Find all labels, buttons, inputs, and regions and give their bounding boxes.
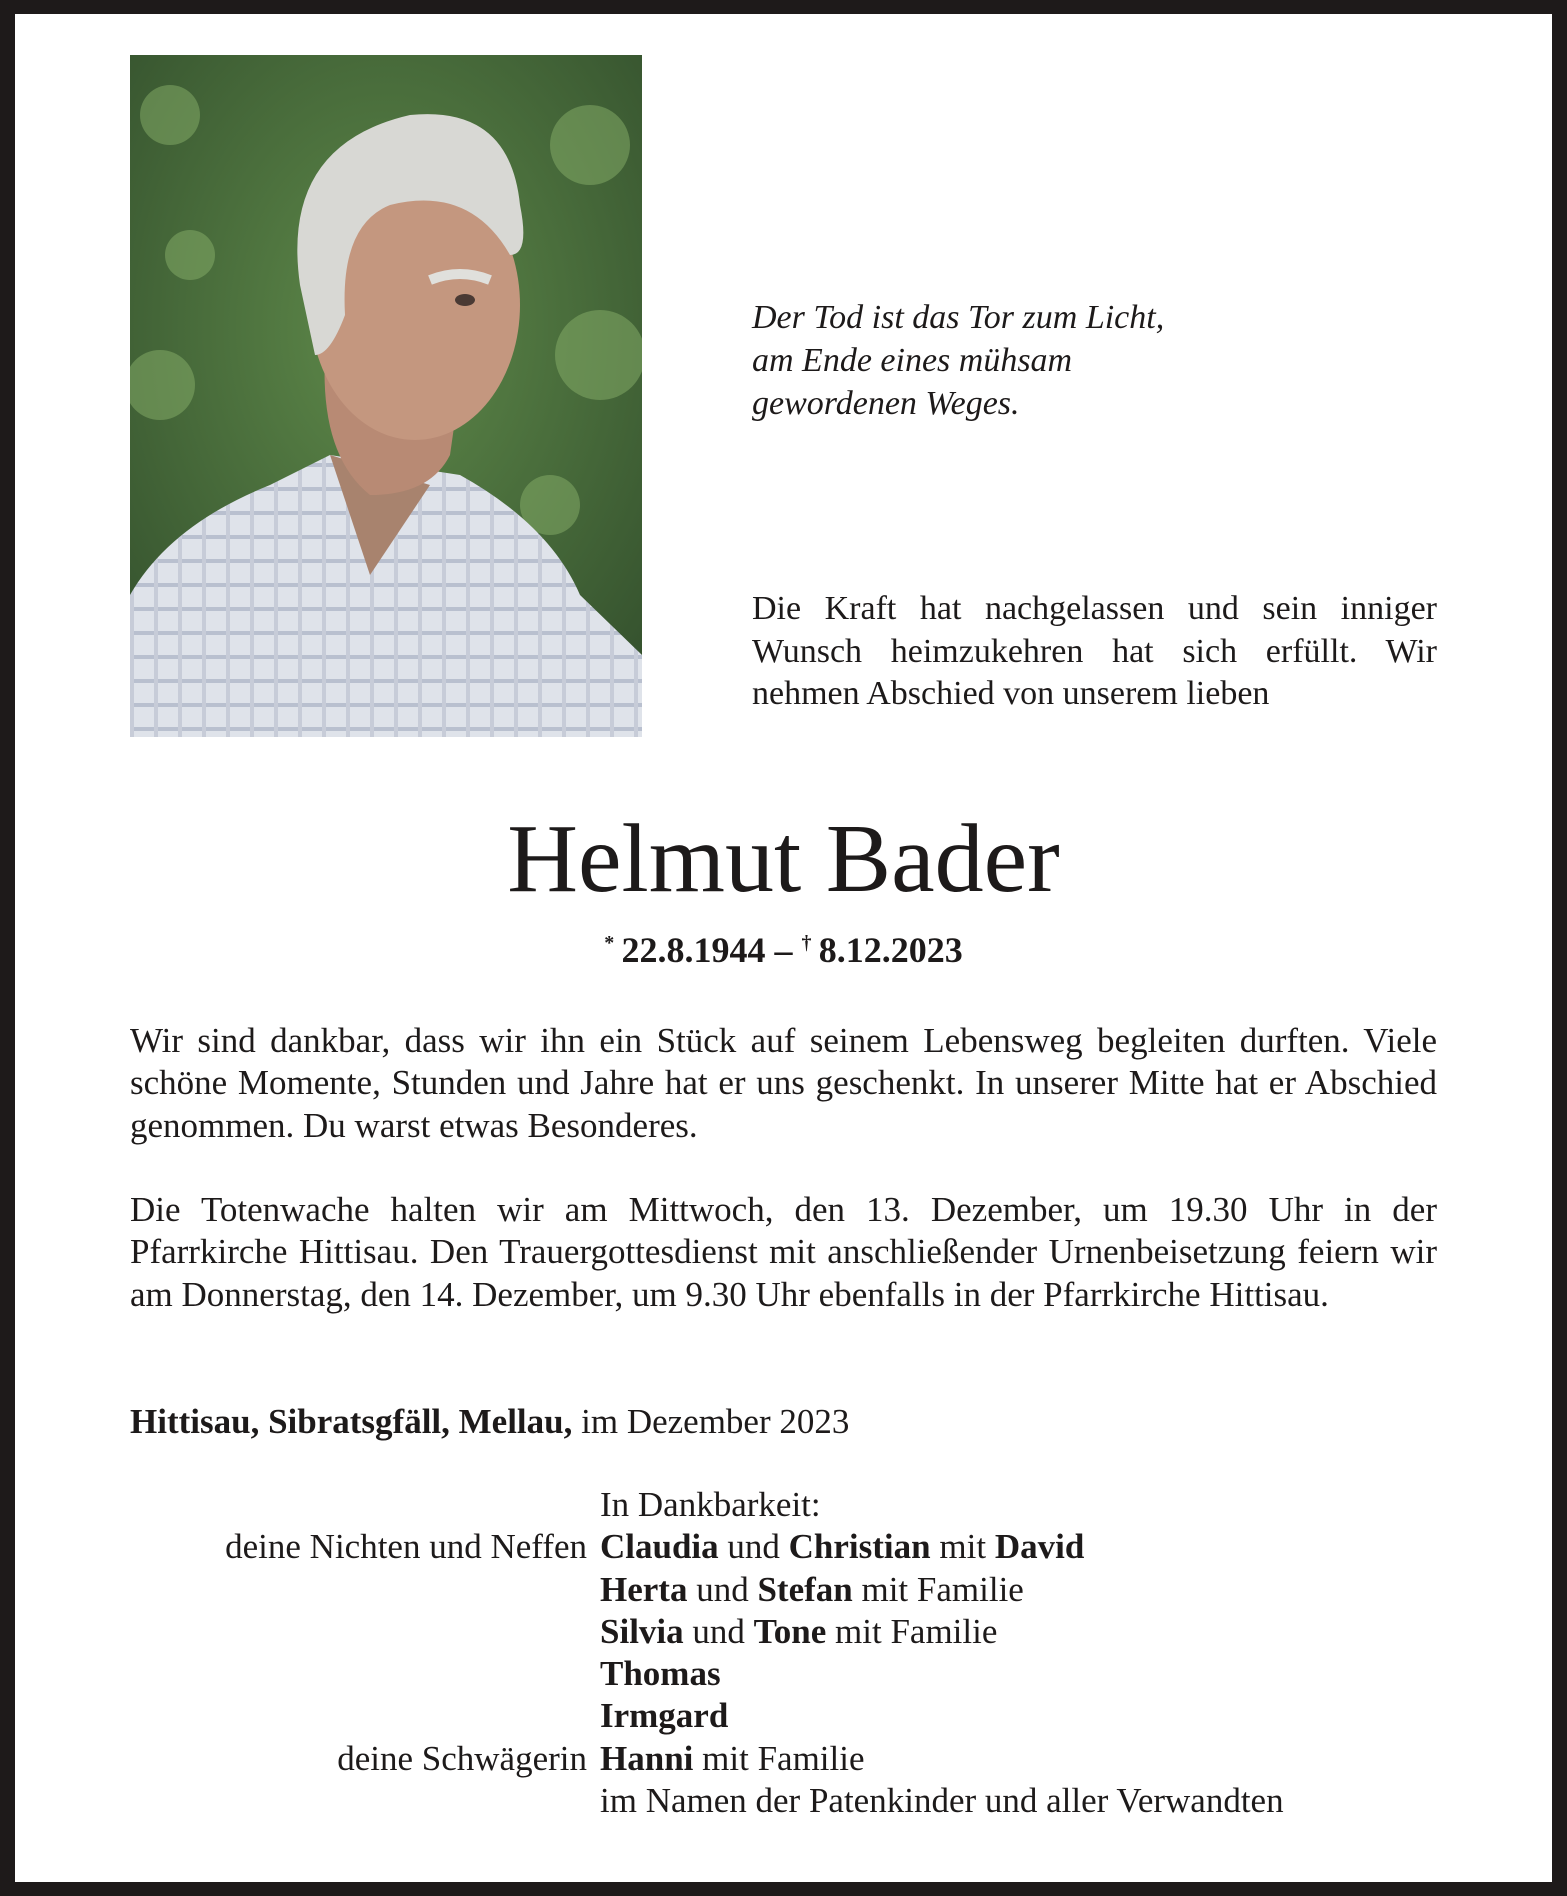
- quote-line: gewordenen Weges.: [752, 385, 1020, 422]
- deceased-name: Helmut Bader: [507, 805, 1060, 913]
- signature-row: Silvia und Tone mit Familie: [600, 1611, 998, 1651]
- intro-text: Die Kraft hat nachgelassen und sein inniger Wunsch heimzukehren hat sich erfüllt. Wir nehmen Abschied von unserem lieben: [752, 590, 1437, 712]
- place-date-line: [130, 1402, 849, 1442]
- death-symbol: †: [801, 932, 812, 954]
- birth-date: 22.8.1944: [621, 930, 766, 970]
- date-separator: –: [765, 930, 802, 970]
- signature-row: Irmgard: [600, 1696, 729, 1736]
- relation-label: deine Nichten und Neffen: [225, 1527, 587, 1567]
- life-dates: [15, 929, 1552, 971]
- signature-closing: im Namen der Patenkinder und aller Verwandten: [600, 1781, 1284, 1821]
- signature-row: Thomas: [600, 1654, 721, 1694]
- quote-line: Der Tod ist das Tor zum Licht,: [752, 299, 1165, 336]
- signature-row: deine Nichten und Neffen Claudia und Christian mit David: [130, 1526, 1284, 1568]
- obituary-page: [15, 14, 1552, 1882]
- signature-block: [130, 1484, 1284, 1822]
- places: Hittisau, Sibratsgfäll, Mellau,: [130, 1402, 573, 1441]
- signature-row: Herta und Stefan mit Familie: [600, 1569, 1024, 1609]
- death-date: 8.12.2023: [818, 930, 963, 970]
- signature-row: deine Schwägerin Hanni mit Familie: [130, 1738, 1284, 1780]
- relation-label: deine Schwägerin: [337, 1738, 587, 1778]
- quote-line: am Ende eines mühsam: [752, 342, 1073, 379]
- birth-symbol: *: [604, 932, 615, 954]
- portrait-photo: [130, 55, 642, 737]
- date-text: im Dezember 2023: [572, 1402, 850, 1441]
- gratitude-paragraph: Wir sind dankbar, dass wir ihn ein Stück auf seinem Lebensweg begleiten durften. Viele schöne Momente, Stunden und Jahre hat er uns geschenkt. In unserer Mitte hat er Abschied genommen. Du warst etwas Besonderes.: [130, 1021, 1437, 1145]
- signature-heading: In Dankbarkeit:: [600, 1485, 821, 1524]
- funeral-details-paragraph: Die Totenwache halten wir am Mittwoch, den 13. Dezember, um 19.30 Uhr in der Pfarrkirche Hittisau. Den Trauergottesdienst mit anschließender Urnenbeisetzung feiern wir am Donnerstag, den 14. Dezember, um 9.30 Uhr ebenfalls in der Pfarrkirche Hittisau.: [130, 1190, 1437, 1314]
- quote: [752, 296, 1164, 425]
